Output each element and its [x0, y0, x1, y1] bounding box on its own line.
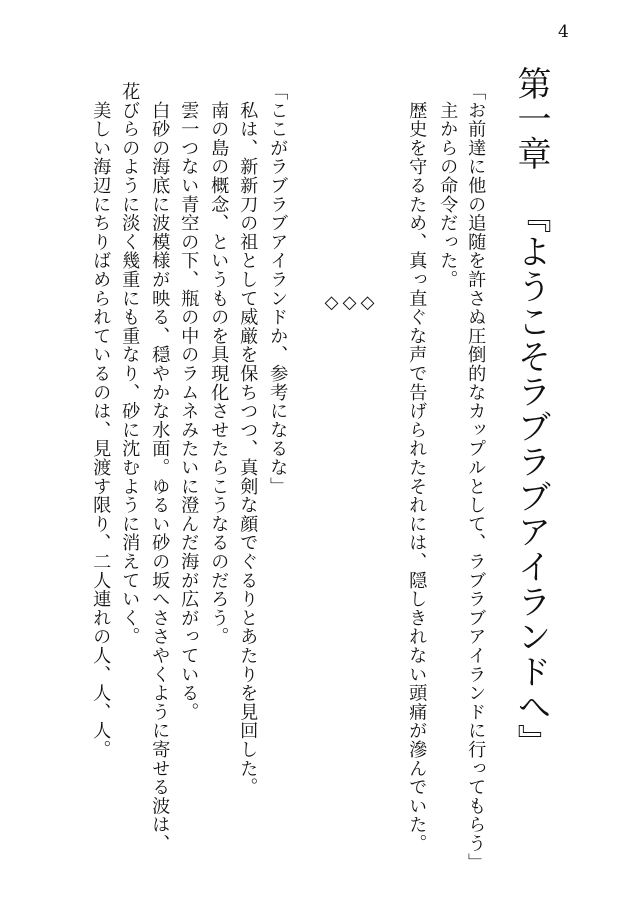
chapter-title: 『ようこそラブラブアイランドへ』 [511, 199, 551, 759]
text-column-4: 「ここがラブラブアイランドか、参考になるな」 [267, 82, 289, 496]
scene-break-divider [322, 292, 376, 385]
text-column-6: 南の島の概念、というものを具現化させたらこうなるのだろう。 [208, 82, 230, 646]
text-column-10: 美しい海辺にちりばめられているのは、見渡す限り、二人連れの人、人、人。 [90, 82, 112, 759]
text-column-2: 主からの命令だった。 [437, 82, 459, 289]
text-column-9: 花びらのように淡く幾重にも重なり、砂に沈むように消えていく。 [119, 82, 141, 646]
text-column-3: 歴史を守るため、真っ直ぐな声で告げられたそれには、隠しきれない頭痛が滲んでいた。 [406, 82, 428, 853]
text-column-8: 白砂の海底に波模様が映る、穏やかな水面。ゆるい砂の坂へささやくように寄せる波は、 [149, 82, 171, 853]
page-number: 4 [558, 22, 569, 42]
chapter-number: 第一章 [511, 66, 551, 171]
divider-diamond-3: ◇ [321, 292, 342, 313]
chapter-heading [511, 66, 551, 759]
divider-diamond-1: ◇ [357, 292, 378, 313]
text-column-5: 私は、新新刀の祖として威厳を保ちつつ、真剣な顔でぐるりとあたりを見回した。 [237, 82, 259, 797]
text-column-1: 「お前達に他の追随を許さぬ圧倒的なカップルとして、ラブラブアイランドに行ってもらう」 [465, 82, 487, 872]
text-column-7: 雲一つない青空の下、瓶の中のラムネみたいに澄んだ海が広がっている。 [178, 82, 200, 722]
divider-diamond-2: ◇ [339, 292, 360, 313]
